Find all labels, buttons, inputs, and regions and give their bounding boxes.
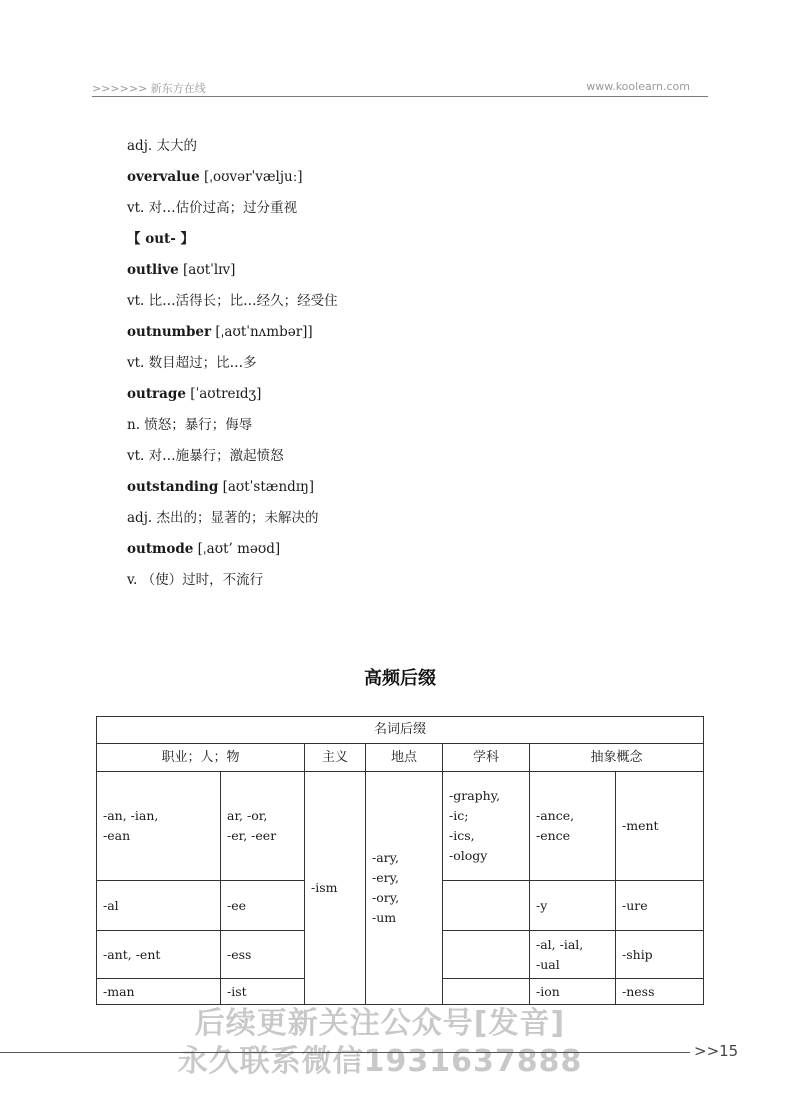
- entry-word: overvalue: [127, 169, 200, 185]
- entry-word: outrage: [127, 386, 186, 402]
- entry-text: v. （使）过时，不流行: [127, 572, 264, 588]
- table-cell: -ee: [221, 881, 305, 931]
- entry-text: [aʊtˈlɪv]: [178, 262, 236, 278]
- watermark-line-1: 后续更新关注公众号[发音]: [194, 1006, 566, 1041]
- table-cell-empty: [443, 881, 530, 931]
- entry-text: adj. 杰出的；显著的；未解决的: [127, 510, 319, 526]
- entry-line: [127, 384, 687, 415]
- header-ism: 主义: [305, 744, 366, 772]
- table-cell: -ion: [530, 979, 616, 1005]
- table-cell: -ment: [616, 772, 704, 881]
- table-caption: 名词后缀: [97, 717, 704, 744]
- header-abstract: 抽象概念: [530, 744, 704, 772]
- entry-word: outlive: [127, 262, 179, 278]
- entry-word: outnumber: [127, 324, 212, 340]
- table-cell: -y: [530, 881, 616, 931]
- entry-word: outmode: [127, 541, 194, 557]
- table-cell-empty: [443, 931, 530, 979]
- entry-text: vt. 比…活得长；比…经久；经受住: [127, 293, 338, 309]
- table-cell: -ness: [616, 979, 704, 1005]
- table-cell: -ant, -ent: [97, 931, 221, 979]
- header-occupation: 职业；人；物: [97, 744, 305, 772]
- entry-text: [ˈaʊtreɪdʒ]: [185, 386, 262, 402]
- footer-rule: [0, 1052, 690, 1053]
- entry-line: [127, 260, 687, 291]
- entry-text: vt. 对…估价过高；过分重视: [127, 200, 298, 216]
- section-title: 高频后缀: [364, 668, 436, 689]
- header-subject: 学科: [443, 744, 530, 772]
- table-cell-ism: -ism: [305, 772, 366, 1005]
- table-cell: -ship: [616, 931, 704, 979]
- table-cell: -graphy, -ic; -ics, -ology: [443, 772, 530, 881]
- table-cell: -ance, -ence: [530, 772, 616, 881]
- table-cell: ar, -or, -er, -eer: [221, 772, 305, 881]
- suffix-table: [96, 716, 704, 1005]
- table-cell: -man: [97, 979, 221, 1005]
- table-cell: -ess: [221, 931, 305, 979]
- entry-line: [127, 415, 687, 446]
- entry-line: [127, 570, 687, 601]
- entry-text: [aʊtˈstændɪŋ]: [218, 479, 315, 495]
- table-cell-place: -ary, -ery, -ory, -um: [366, 772, 443, 1005]
- entry-line: [127, 136, 687, 167]
- vocabulary-list: [127, 136, 687, 601]
- table-cell: -an, -ian, -ean: [97, 772, 221, 881]
- entry-line: [127, 198, 687, 229]
- entry-text: n. 愤怒；暴行；侮辱: [127, 417, 253, 433]
- header-brand: >>>>>> 新东方在线: [92, 82, 206, 95]
- entry-line: [127, 322, 687, 353]
- entry-word: outstanding: [127, 479, 219, 495]
- entry-line: [127, 477, 687, 508]
- entry-line: [127, 291, 687, 322]
- entry-line: [127, 508, 687, 539]
- entry-line: [127, 446, 687, 477]
- entry-text: [ˌaʊtˈnʌmbər]]: [211, 324, 313, 340]
- entry-text: 【 out- 】: [127, 231, 195, 247]
- entry-text: vt. 数目超过；比…多: [127, 355, 257, 371]
- page-header: [92, 80, 708, 97]
- entry-line: [127, 353, 687, 384]
- header-url: www.koolearn.com: [586, 80, 690, 93]
- entry-text: adj. 太大的: [127, 138, 197, 154]
- table-cell: -al, -ial, -ual: [530, 931, 616, 979]
- entry-text: [ˌaʊt’ məʊd]: [193, 541, 281, 557]
- entry-line: [127, 167, 687, 198]
- entry-line: [127, 229, 687, 260]
- table-cell: -ure: [616, 881, 704, 931]
- header-place: 地点: [366, 744, 443, 772]
- watermark-line-2: 永久联系微信1931637888: [177, 1044, 583, 1079]
- table-cell: -ist: [221, 979, 305, 1005]
- table-cell: -al: [97, 881, 221, 931]
- entry-text: vt. 对…施暴行；激起愤怒: [127, 448, 284, 464]
- entry-text: [ˌoʊvərˈvæljuː]: [199, 169, 303, 185]
- entry-line: [127, 539, 687, 570]
- page-number: >>15: [694, 1042, 739, 1060]
